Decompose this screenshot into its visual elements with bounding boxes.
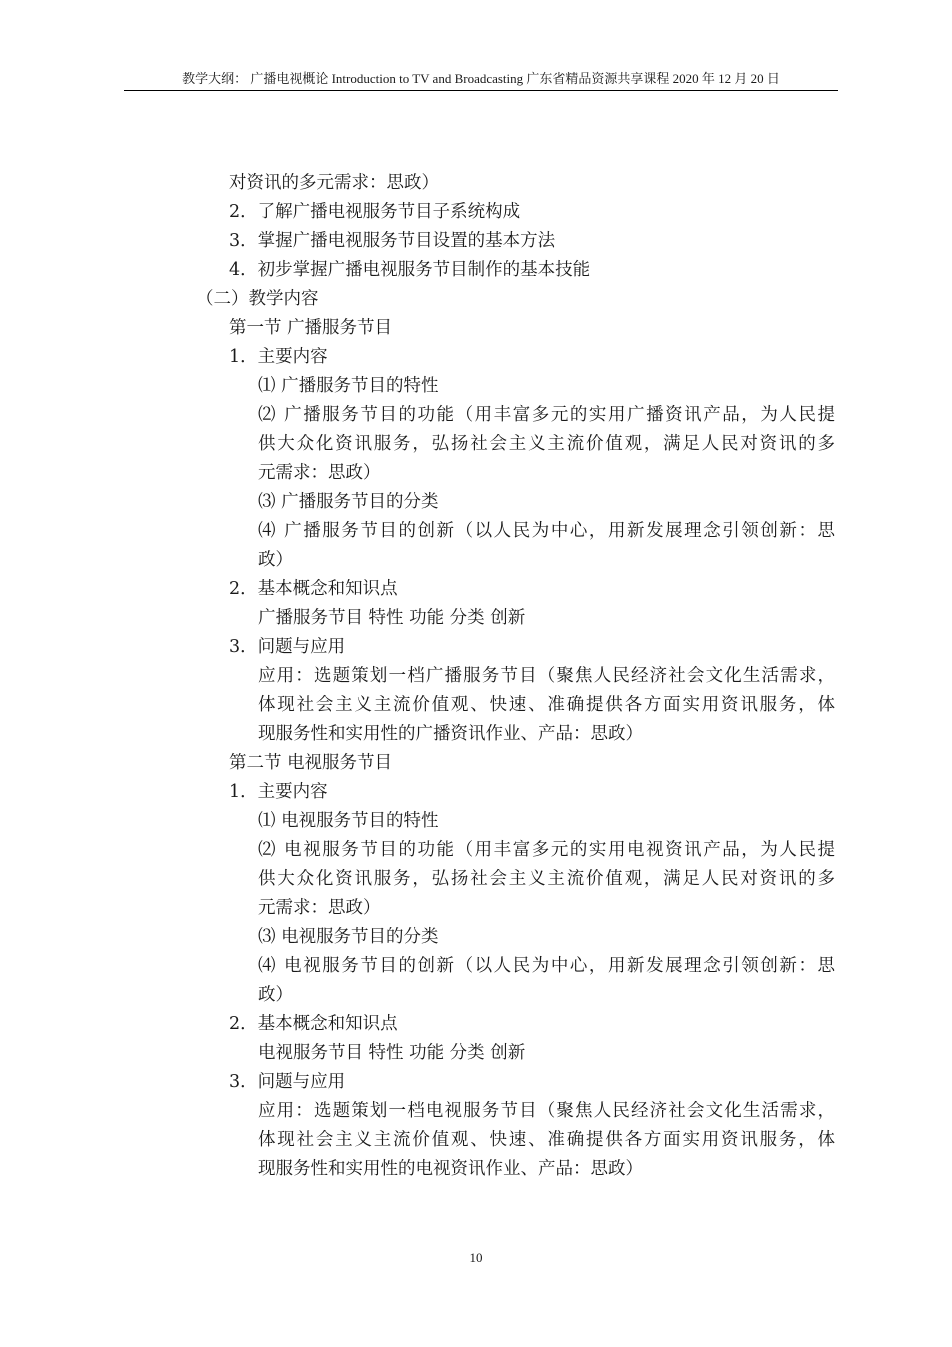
lesson-1-item-2-cont: 供大众化资讯服务，弘扬社会主义主流价值观，满足人民对资讯的多 bbox=[258, 434, 835, 454]
lesson-2-application: 应用：选题策划一档电视服务节目（聚焦人民经济社会文化生活需求， bbox=[258, 1101, 835, 1121]
lesson-1-item-2-end: 元需求：思政） bbox=[258, 463, 381, 483]
lesson-1-item-4: ⑷ 广播服务节目的创新（以人民为中心，用新发展理念引领创新：思 bbox=[258, 521, 835, 541]
objective-3: 3．掌握广播电视服务节目设置的基本方法 bbox=[229, 231, 556, 251]
lesson-2-application-cont: 体现社会主义主流价值观、快速、准确提供各方面实用资讯服务，体 bbox=[258, 1130, 835, 1150]
lesson-1-item-4-end: 政） bbox=[258, 550, 293, 570]
lesson-1-heading: 第一节 广播服务节目 bbox=[229, 318, 393, 338]
lesson-1-application-heading: 3．问题与应用 bbox=[229, 637, 346, 657]
running-header: 教学大纲： 广播电视概论 Introduction to TV and Broadcasting 广东省精品资源共享课程 2020 年 12 月 20 日 bbox=[124, 70, 838, 91]
lesson-2-application-end: 现服务性和实用性的电视资讯作业、产品：思政） bbox=[258, 1159, 643, 1179]
objective-line: 对资讯的多元需求：思政） bbox=[229, 173, 439, 193]
lesson-2-item-4-end: 政） bbox=[258, 985, 293, 1005]
lesson-1-concepts: 广播服务节目 特性 功能 分类 创新 bbox=[258, 608, 526, 628]
lesson-1-concepts-heading: 2．基本概念和知识点 bbox=[229, 579, 398, 599]
objective-2: 2．了解广播电视服务节目子系统构成 bbox=[229, 202, 521, 222]
lesson-2-heading: 第二节 电视服务节目 bbox=[229, 753, 393, 773]
lesson-2-item-4: ⑷ 电视服务节目的创新（以人民为中心，用新发展理念引领创新：思 bbox=[258, 956, 835, 976]
lesson-2-item-2: ⑵ 电视服务节目的功能（用丰富多元的实用电视资讯产品，为人民提 bbox=[258, 840, 835, 860]
lesson-2-application-heading: 3．问题与应用 bbox=[229, 1072, 346, 1092]
section-heading-teaching-content: （二）教学内容 bbox=[196, 289, 319, 309]
lesson-1-application-end: 现服务性和实用性的广播资讯作业、产品：思政） bbox=[258, 724, 643, 744]
lesson-1-main-content-heading: 1．主要内容 bbox=[229, 347, 328, 367]
lesson-2-concepts-heading: 2．基本概念和知识点 bbox=[229, 1014, 398, 1034]
lesson-2-main-content-heading: 1．主要内容 bbox=[229, 782, 328, 802]
lesson-1-application: 应用：选题策划一档广播服务节目（聚焦人民经济社会文化生活需求， bbox=[258, 666, 835, 686]
lesson-1-item-1: ⑴ 广播服务节目的特性 bbox=[258, 376, 439, 396]
lesson-2-concepts: 电视服务节目 特性 功能 分类 创新 bbox=[258, 1043, 526, 1063]
lesson-1-item-2: ⑵ 广播服务节目的功能（用丰富多元的实用广播资讯产品，为人民提 bbox=[258, 405, 835, 425]
lesson-1-item-3: ⑶ 广播服务节目的分类 bbox=[258, 492, 439, 512]
objective-4: 4．初步掌握广播电视服务节目制作的基本技能 bbox=[229, 260, 591, 280]
lesson-2-item-2-end: 元需求：思政） bbox=[258, 898, 381, 918]
lesson-2-item-3: ⑶ 电视服务节目的分类 bbox=[258, 927, 439, 947]
lesson-2-item-1: ⑴ 电视服务节目的特性 bbox=[258, 811, 439, 831]
lesson-1-application-cont: 体现社会主义主流价值观、快速、准确提供各方面实用资讯服务，体 bbox=[258, 695, 835, 715]
page-number: 10 bbox=[469, 1250, 483, 1265]
lesson-2-item-2-cont: 供大众化资讯服务，弘扬社会主义主流价值观，满足人民对资讯的多 bbox=[258, 869, 835, 889]
